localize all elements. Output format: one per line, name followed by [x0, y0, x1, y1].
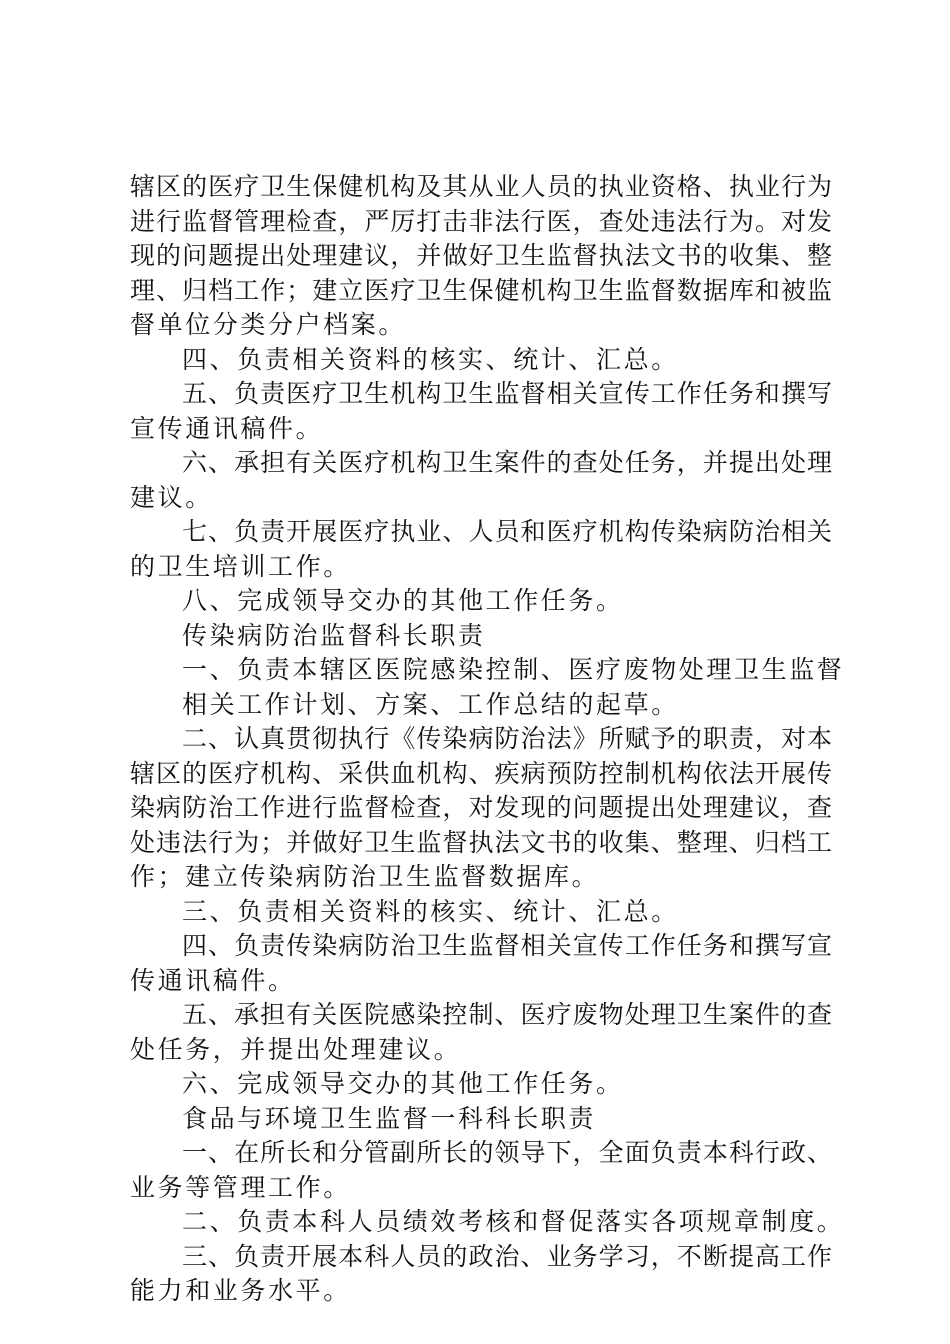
- text-line: 相关工作计划、方案、工作总结的起草。: [182, 689, 679, 719]
- text-line: 理、归档工作；建立医疗卫生保健机构卫生监督数据库和被监: [130, 275, 832, 305]
- text-line: 传染病防治监督科长职责: [182, 620, 486, 650]
- text-line: 三、负责相关资料的核实、统计、汇总。: [182, 896, 679, 926]
- text-line: 进行监督管理检查，严厉打击非法行医，查处违法行为。对发: [130, 206, 832, 236]
- text-line: 督单位分类分户档案。: [130, 310, 407, 339]
- text-line: 四、负责相关资料的核实、统计、汇总。: [182, 344, 679, 374]
- text-line: 二、认真贯彻执行《传染病防治法》所赋予的职责，对本: [182, 724, 832, 753]
- text-line: 二、负责本科人员绩效考核和督促落实各项规章制度。: [182, 1207, 845, 1236]
- text-line: 传通讯稿件。: [130, 965, 296, 995]
- text-line: 一、在所长和分管副所长的领导下，全面负责本科行政、: [182, 1138, 832, 1167]
- text-line: 五、负责医疗卫生机构卫生监督相关宣传工作任务和撰写: [182, 379, 832, 408]
- text-line: 处违法行为；并做好卫生监督执法文书的收集、整理、归档工: [130, 827, 832, 857]
- text-line: 五、承担有关医院感染控制、医疗废物处理卫生案件的查: [182, 1000, 832, 1029]
- document-body: [130, 170, 845, 1309]
- text-line: 宣传通讯稿件。: [130, 413, 324, 443]
- text-line: 染病防治工作进行监督检查，对发现的问题提出处理建议，查: [130, 793, 832, 822]
- text-line: 能力和业务水平。: [130, 1276, 351, 1305]
- text-line: 的卫生培训工作。: [130, 551, 351, 581]
- text-line: 建议。: [130, 482, 213, 512]
- text-line: 八、完成领导交办的其他工作任务。: [182, 586, 624, 615]
- text-line: 现的问题提出处理建议，并做好卫生监督执法文书的收集、整: [130, 241, 832, 270]
- text-line: 辖区的医疗卫生保健机构及其从业人员的执业资格、执业行为: [130, 172, 832, 201]
- text-line: 一、负责本辖区医院感染控制、医疗废物处理卫生监督: [182, 655, 845, 684]
- text-line: 六、完成领导交办的其他工作任务。: [182, 1069, 624, 1098]
- text-line: 辖区的医疗机构、采供血机构、疾病预防控制机构依法开展传: [130, 758, 832, 788]
- text-line: 处任务，并提出处理建议。: [130, 1034, 462, 1064]
- text-line: 六、承担有关医疗机构卫生案件的查处任务，并提出处理: [182, 448, 832, 477]
- text-line: 食品与环境卫生监督一科科长职责: [182, 1103, 597, 1133]
- text-line: 业务等管理工作。: [130, 1172, 351, 1202]
- text-line: 四、负责传染病防治卫生监督相关宣传工作任务和撰写宣: [182, 931, 832, 960]
- text-line: 七、负责开展医疗执业、人员和医疗机构传染病防治相关: [182, 517, 832, 546]
- text-line: 三、负责开展本科人员的政治、业务学习，不断提高工作: [182, 1241, 832, 1271]
- text-line: 作；建立传染病防治卫生监督数据库。: [130, 862, 600, 891]
